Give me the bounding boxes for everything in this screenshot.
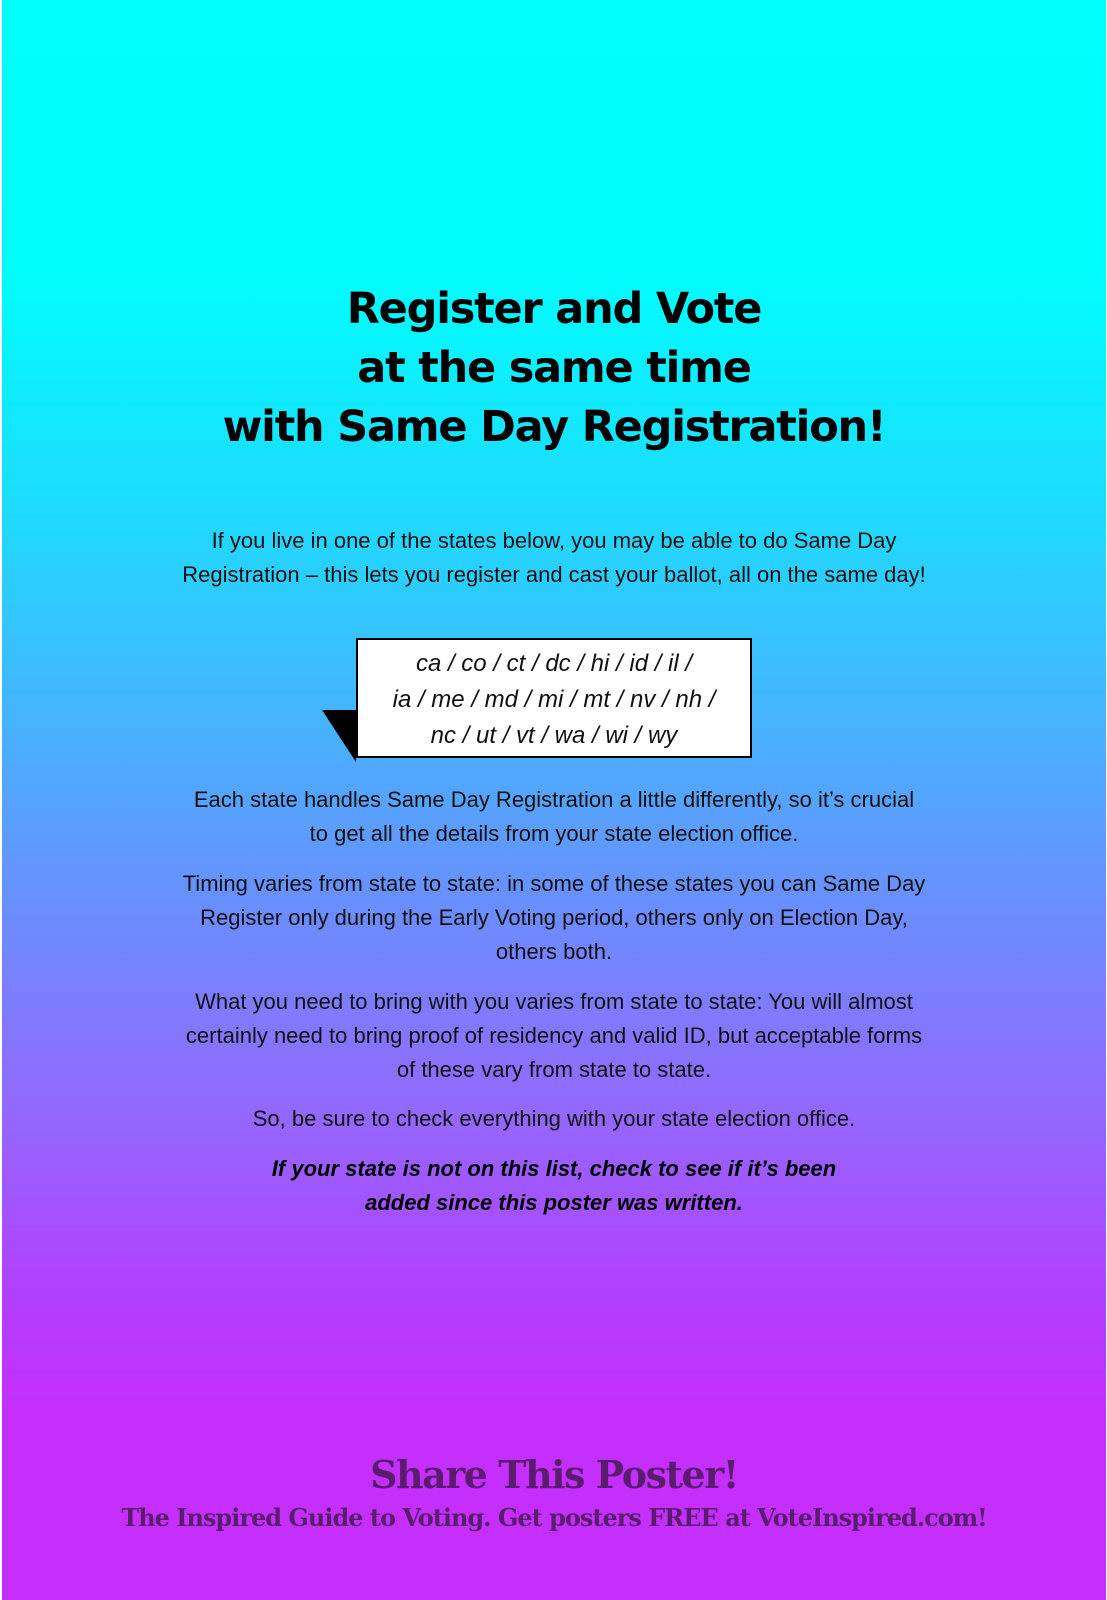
list-note [182,1152,926,1220]
states-line: ca / co / ct / dc / hi / id / il / [415,650,693,677]
states-list-box [356,638,752,758]
check-paragraph: So, be sure to check everything with your state election office. [252,1106,856,1131]
headline-line: Register and Vote [346,284,762,334]
headline-line: with Same Day Registration! [222,402,886,452]
headline [2,280,1106,457]
note-line: added since this poster was written. [365,1190,743,1215]
poster [2,0,1106,1600]
note-line: If your state is not on this list, check to see if it’s been [271,1156,837,1181]
share-title: Share This Poster! [370,1452,738,1497]
timing-paragraph: Timing varies from state to state: in some of these states you can Same Day Register only during the Early Voting period, others only on Election Day, others both. [182,871,926,964]
states-line: nc / ut / vt / wa / wi / wy [430,722,678,749]
intro-paragraph: If you live in one of the states below, you may be able to do Same Day Registration – this lets you register and cast your ballot, all on the same day! [182,528,926,587]
details-paragraph: Each state handles Same Day Registration a little differently, so it’s crucial to get all the details from your state election office. [193,787,915,846]
headline-line: at the same time [357,343,751,393]
states-callout [322,638,756,764]
requirements-paragraph: What you need to bring with you varies from state to state: You will almost certainly need to bring proof of residency and valid ID, but acceptable forms of these vary from state to state. [185,989,923,1082]
states-line: ia / me / md / mi / mt / nv / nh / [392,686,716,713]
share-subtitle: The Inspired Guide to Voting. Get posters FREE at VoteInspired.com! [121,1503,987,1532]
